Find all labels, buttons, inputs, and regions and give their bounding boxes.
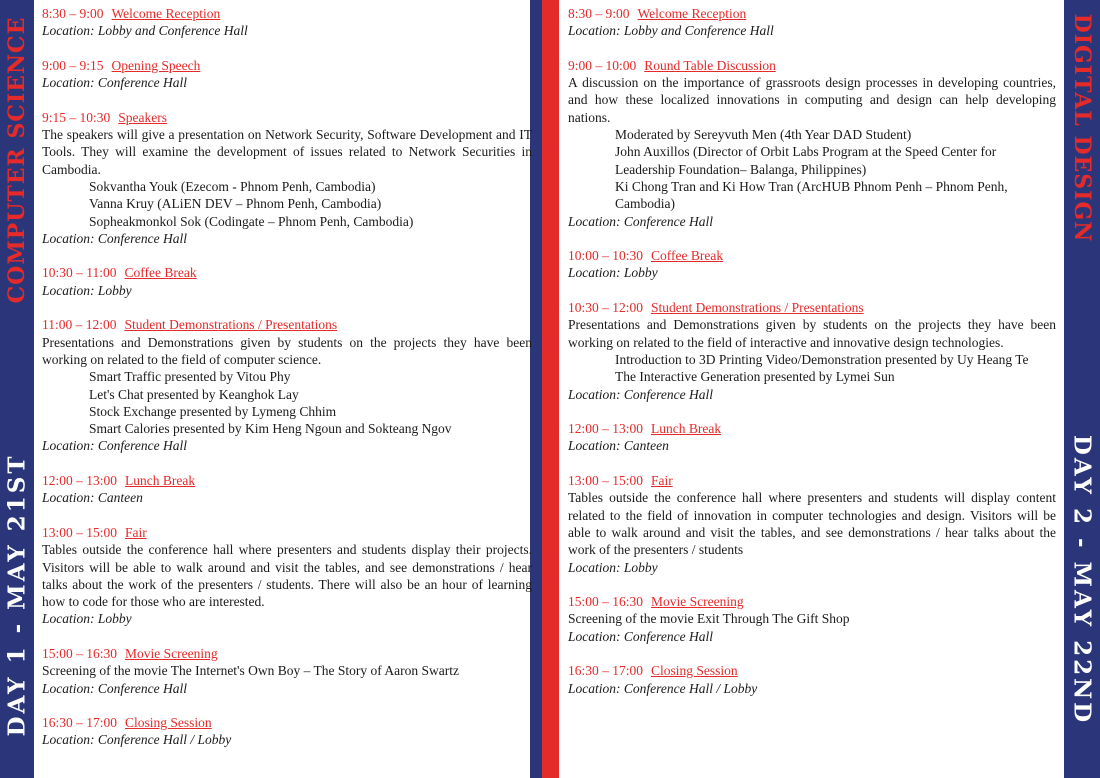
- session-time: 9:00 – 10:00: [568, 57, 637, 73]
- session-heading: [42, 5, 532, 22]
- right-band-subject: DIGITAL DESIGN: [1069, 13, 1095, 243]
- session-presenter: Stock Exchange presented by Lymeng Chhim: [89, 403, 337, 419]
- session-presenter: John Auxillos (Director of Orbit Labs Program at the Speed Center for Leadership Foundation– Balanga, Philippines): [615, 144, 997, 177]
- session-presenter: Sopheakmonkol Sok (Codingate – Phnom Penh, Cambodia): [89, 213, 414, 229]
- schedule-session: [568, 420, 1056, 455]
- session-description: The speakers will give a presentation on Network Security, Software Development and IT Tools. They will examine the development of issues related to Network Securities in Cambodia.: [42, 127, 532, 177]
- session-title: Speakers: [118, 109, 167, 125]
- session-presenter: Introduction to 3D Printing Video/Demonstration presented by Uy Heang Te: [615, 351, 1029, 367]
- session-title: Opening Speech: [111, 57, 201, 73]
- session-heading: [42, 645, 532, 662]
- session-description: Presentations and Demonstrations given by students on the projects they have been working on related to the field of computer science.: [42, 334, 532, 367]
- session-title: Welcome Reception: [111, 6, 221, 21]
- schedule-session: [42, 472, 532, 507]
- session-time: 12:00 – 13:00: [42, 473, 118, 489]
- session-presenter: Vanna Kruy (ALiEN DEV – Phnom Penh, Cambodia): [89, 196, 382, 212]
- schedule-session: [568, 472, 1056, 576]
- session-location: Location: Lobby: [568, 559, 658, 575]
- session-presenter: Smart Calories presented by Kim Heng Ngoun and Sokteang Ngov: [89, 421, 452, 437]
- session-title: Coffee Break: [651, 248, 724, 264]
- session-time: 8:30 – 9:00: [568, 6, 630, 21]
- schedule-session: [42, 714, 532, 749]
- session-title: Lunch Break: [125, 473, 196, 489]
- schedule-session: [42, 316, 532, 454]
- session-time: 16:30 – 17:00: [568, 663, 644, 679]
- session-description: Presentations and Demonstrations given by students on the projects they have been working on related to the field of interactive and innovative design technologies.: [568, 317, 1056, 350]
- session-heading: [42, 524, 532, 541]
- session-location: Location: Conference Hall: [42, 230, 187, 246]
- session-location: Location: Conference Hall: [42, 75, 187, 91]
- session-heading: [42, 57, 532, 74]
- session-time: 10:00 – 10:30: [568, 248, 644, 264]
- left-band-subject: COMPUTER SCIENCE: [4, 16, 30, 304]
- session-location: Location: Lobby and Conference Hall: [42, 23, 248, 39]
- left-band-day: DAY 1 - MAY 21ST: [3, 453, 31, 737]
- session-description: A discussion on the importance of grassroots design processes in developing countries, and how these localized innovations in computing and design can help developing nations.: [568, 75, 1056, 125]
- session-time: 9:00 – 9:15: [42, 57, 104, 73]
- session-time: 12:00 – 13:00: [568, 421, 644, 437]
- schedule-session: [42, 524, 532, 628]
- session-heading: [568, 662, 1056, 679]
- schedule-session: [568, 662, 1056, 697]
- day1-schedule: [42, 5, 532, 766]
- schedule-session: [568, 593, 1056, 645]
- session-title: Lunch Break: [651, 421, 722, 437]
- schedule-session: [568, 57, 1056, 230]
- session-time: 8:30 – 9:00: [42, 6, 104, 21]
- session-location: Location: Lobby: [42, 282, 132, 298]
- session-heading: [568, 5, 1056, 22]
- session-location: Location: Conference Hall / Lobby: [568, 680, 758, 696]
- session-description: Screening of the movie Exit Through The Gift Shop: [568, 611, 850, 627]
- schedule-session: [42, 264, 532, 299]
- session-title: Student Demonstrations / Presentations: [651, 300, 864, 316]
- schedule-session: [42, 5, 532, 40]
- session-presenter: Moderated by Sereyvuth Men (4th Year DAD Student): [615, 127, 912, 143]
- session-time: 13:00 – 15:00: [568, 473, 644, 489]
- day2-schedule: [568, 5, 1056, 714]
- session-time: 13:00 – 15:00: [42, 524, 118, 540]
- schedule-session: [568, 5, 1056, 40]
- session-location: Location: Conference Hall: [568, 386, 713, 402]
- schedule-session: [568, 299, 1056, 403]
- right-band-day: DAY 2 - MAY 22ND: [1068, 434, 1096, 726]
- session-title: Fair: [651, 473, 673, 489]
- session-presenter: The Interactive Generation presented by Lymei Sun: [615, 369, 895, 385]
- session-description: Tables outside the conference hall where presenters and students will display content related to the field of innovation in computer technologies and design. Visitors will be able to walk around and visit the tables, and see demonstrations / hear talks about the work of the presenters / students: [568, 490, 1056, 558]
- session-title: Movie Screening: [125, 645, 218, 661]
- session-description: Screening of the movie The Internet's Own Boy – The Story of Aaron Swartz: [42, 663, 459, 679]
- session-time: 9:15 – 10:30: [42, 109, 111, 125]
- session-heading: [42, 472, 532, 489]
- session-heading: [568, 247, 1056, 264]
- session-heading: [42, 714, 532, 731]
- session-location: Location: Conference Hall: [42, 680, 187, 696]
- session-title: Movie Screening: [651, 594, 744, 610]
- session-title: Closing Session: [651, 663, 738, 679]
- session-location: Location: Lobby and Conference Hall: [568, 23, 774, 39]
- session-heading: [568, 299, 1056, 316]
- left-side-band: [0, 0, 34, 778]
- session-description: Tables outside the conference hall where presenters and students display their projects. Visitors will be able to walk around and visit the tables, and see demonstrations / hear talks about the work of the presenters / students. There will also be an hour of learning how to code for those who are interested.: [42, 542, 532, 610]
- session-title: Fair: [125, 524, 147, 540]
- session-location: Location: Canteen: [42, 490, 143, 506]
- session-heading: [42, 264, 532, 281]
- session-time: 11:00 – 12:00: [42, 317, 117, 333]
- session-location: Location: Conference Hall: [568, 628, 713, 644]
- session-title: Welcome Reception: [637, 6, 747, 21]
- session-time: 10:30 – 12:00: [568, 300, 644, 316]
- right-side-band: [1064, 0, 1100, 778]
- schedule-session: [42, 645, 532, 697]
- session-title: Closing Session: [125, 715, 212, 731]
- session-title: Round Table Discussion: [644, 57, 776, 73]
- session-heading: [42, 316, 532, 333]
- session-heading: [568, 593, 1056, 610]
- session-title: Student Demonstrations / Presentations: [124, 317, 338, 333]
- session-location: Location: Canteen: [568, 438, 669, 454]
- session-presenter: Sokvantha Youk (Ezecom - Phnom Penh, Cambodia): [89, 178, 376, 194]
- session-location: Location: Lobby: [568, 265, 658, 281]
- session-time: 16:30 – 17:00: [42, 715, 118, 731]
- session-presenter: Smart Traffic presented by Vitou Phy: [89, 369, 291, 385]
- session-heading: [568, 472, 1056, 489]
- session-presenter: Ki Chong Tran and Ki How Tran (ArcHUB Phnom Penh – Phnom Penh, Cambodia): [615, 178, 1008, 212]
- session-location: Location: Lobby: [42, 611, 132, 627]
- session-time: 15:00 – 16:30: [568, 594, 644, 610]
- session-heading: [42, 109, 532, 126]
- schedule-session: [42, 57, 532, 92]
- session-location: Location: Conference Hall: [42, 438, 187, 454]
- session-heading: [568, 57, 1056, 74]
- session-title: Coffee Break: [124, 265, 197, 281]
- session-time: 10:30 – 11:00: [42, 265, 117, 281]
- session-heading: [568, 420, 1056, 437]
- session-location: Location: Conference Hall: [568, 213, 713, 229]
- center-divider-red: [542, 0, 559, 778]
- session-time: 15:00 – 16:30: [42, 645, 118, 661]
- session-location: Location: Conference Hall / Lobby: [42, 732, 232, 748]
- schedule-session: [568, 247, 1056, 282]
- session-presenter: Let's Chat presented by Keanghok Lay: [89, 386, 299, 402]
- schedule-session: [42, 109, 532, 247]
